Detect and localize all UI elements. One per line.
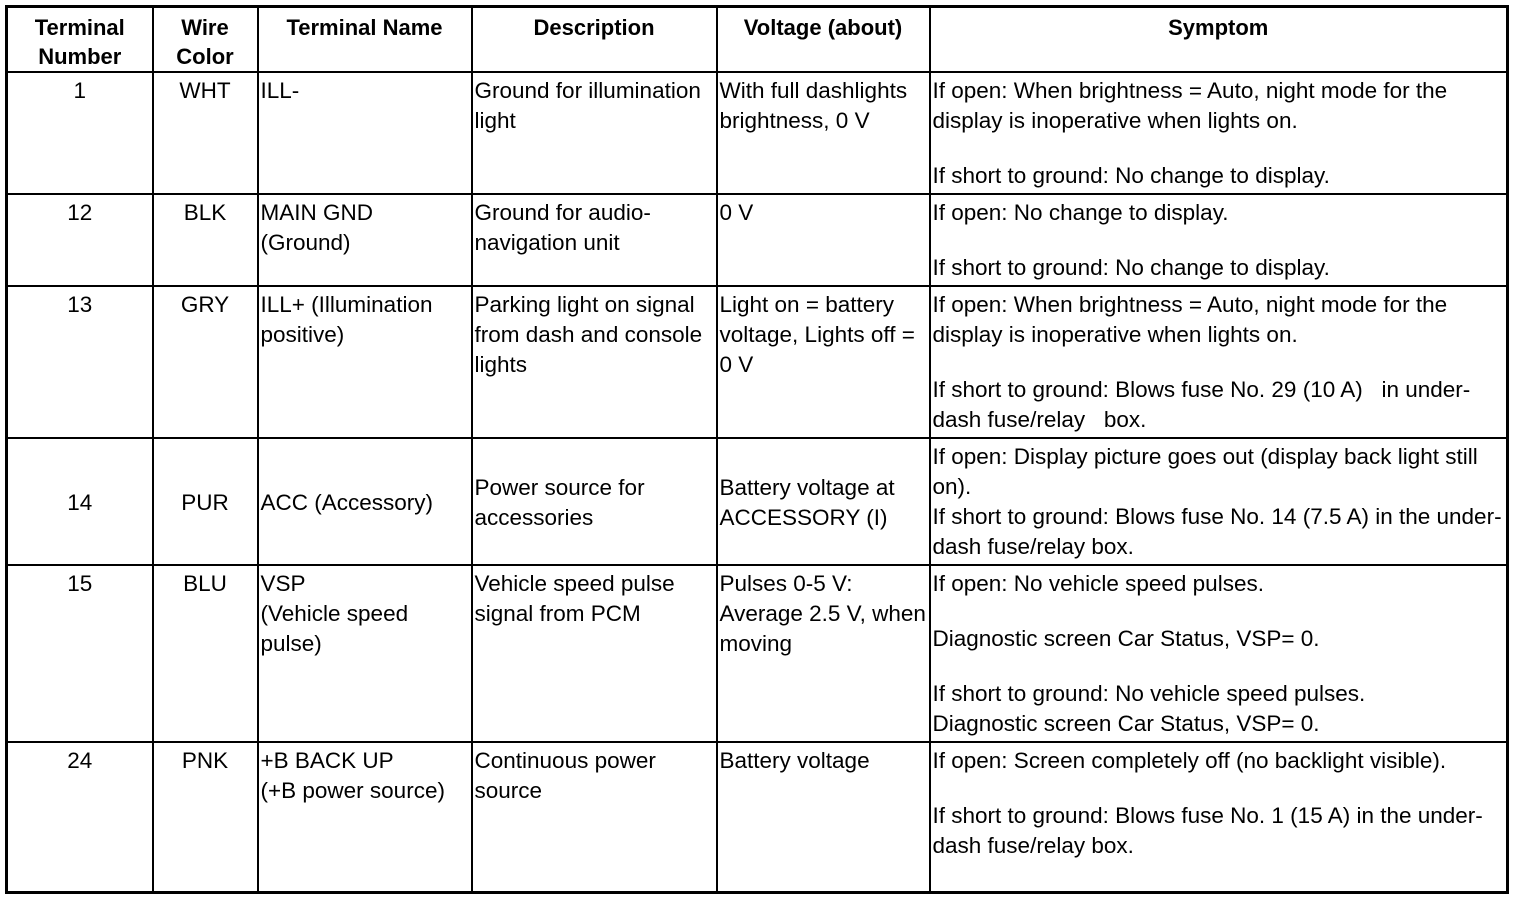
description: Power source for accessories [472,438,717,565]
header-voltage: Voltage (about) [717,7,930,73]
description: Ground for illumination light [472,72,717,194]
header-row [7,7,1508,73]
symptom-short: If short to ground: Blows fuse No. 29 (10 A) in under-dash fuse/relay box. [932,377,1471,432]
terminal-name-line: (Vehicle speed pulse) [260,601,409,656]
wire-color: PUR [153,438,258,565]
terminal-number: 1 [7,72,153,194]
symptom-diagnostic: Diagnostic screen Car Status, VSP= 0. [932,711,1320,736]
symptom [930,742,1508,892]
voltage: Light on = battery voltage, Lights off = 0 V [717,286,930,438]
terminal-name: ACC (Accessory) [258,438,472,565]
terminal-name [258,565,472,742]
terminal-name: MAIN GND (Ground) [258,194,472,286]
table-row [7,286,1508,438]
symptom-short: If short to ground: Blows fuse No. 1 (15 A) in the under-dash fuse/relay box. [932,803,1483,858]
terminal-name-line: (+B power source) [260,778,445,803]
symptom-open: If open: When brightness = Auto, night mode for the display is inoperative when lights on. [932,78,1448,133]
symptom-short: If short to ground: No change to display. [932,163,1330,188]
symptom-diagnostic: Diagnostic screen Car Status, VSP= 0. [932,626,1320,651]
voltage: With full dashlights brightness, 0 V [717,72,930,194]
terminal-name-line: VSP [260,571,306,596]
description: Continuous power source [472,742,717,892]
terminal-number: 13 [7,286,153,438]
wire-color: GRY [153,286,258,438]
terminal-name-line: +B BACK UP [260,748,394,773]
symptom-open: If open: No change to display. [932,200,1229,225]
description: Vehicle speed pulse signal from PCM [472,565,717,742]
terminal-name: ILL+ (Illumination positive) [258,286,472,438]
terminal-name: ILL- [258,72,472,194]
description: Parking light on signal from dash and console lights [472,286,717,438]
description: Ground for audio-navigation unit [472,194,717,286]
voltage: Battery voltage at ACCESSORY (I) [717,438,930,565]
header-wire-color: Wire Color [153,7,258,73]
symptom-short: If short to ground: No vehicle speed pulses. [932,681,1366,706]
table-row [7,438,1508,565]
voltage: 0 V [717,194,930,286]
terminal-name [258,742,472,892]
symptom [930,438,1508,565]
voltage: Battery voltage [717,742,930,892]
symptom-short: If short to ground: No change to display. [932,255,1330,280]
table-row [7,72,1508,194]
symptom [930,72,1508,194]
wire-color: WHT [153,72,258,194]
symptom-open: If open: Screen completely off (no backlight visible). [932,748,1447,773]
symptom [930,194,1508,286]
header-terminal-number: Terminal Number [7,7,153,73]
header-description: Description [472,7,717,73]
table-row [7,194,1508,286]
voltage: Pulses 0-5 V: Average 2.5 V, when moving [717,565,930,742]
terminal-number: 12 [7,194,153,286]
terminal-number: 24 [7,742,153,892]
symptom-open: If open: When brightness = Auto, night mode for the display is inoperative when lights on. [932,292,1448,347]
header-terminal-name: Terminal Name [258,7,472,73]
table-row [7,742,1508,892]
header-symptom: Symptom [930,7,1508,73]
symptom [930,286,1508,438]
symptom-open: If open: Display picture goes out (display back light still on). [932,444,1478,499]
terminal-number: 14 [7,438,153,565]
table-row [7,565,1508,742]
wire-color: PNK [153,742,258,892]
symptom-short: If short to ground: Blows fuse No. 14 (7.5 A) in the under-dash fuse/relay box. [932,504,1502,559]
terminal-table [5,5,1509,894]
symptom-open: If open: No vehicle speed pulses. [932,571,1264,596]
wire-color: BLU [153,565,258,742]
wire-color: BLK [153,194,258,286]
symptom [930,565,1508,742]
terminal-number: 15 [7,565,153,742]
